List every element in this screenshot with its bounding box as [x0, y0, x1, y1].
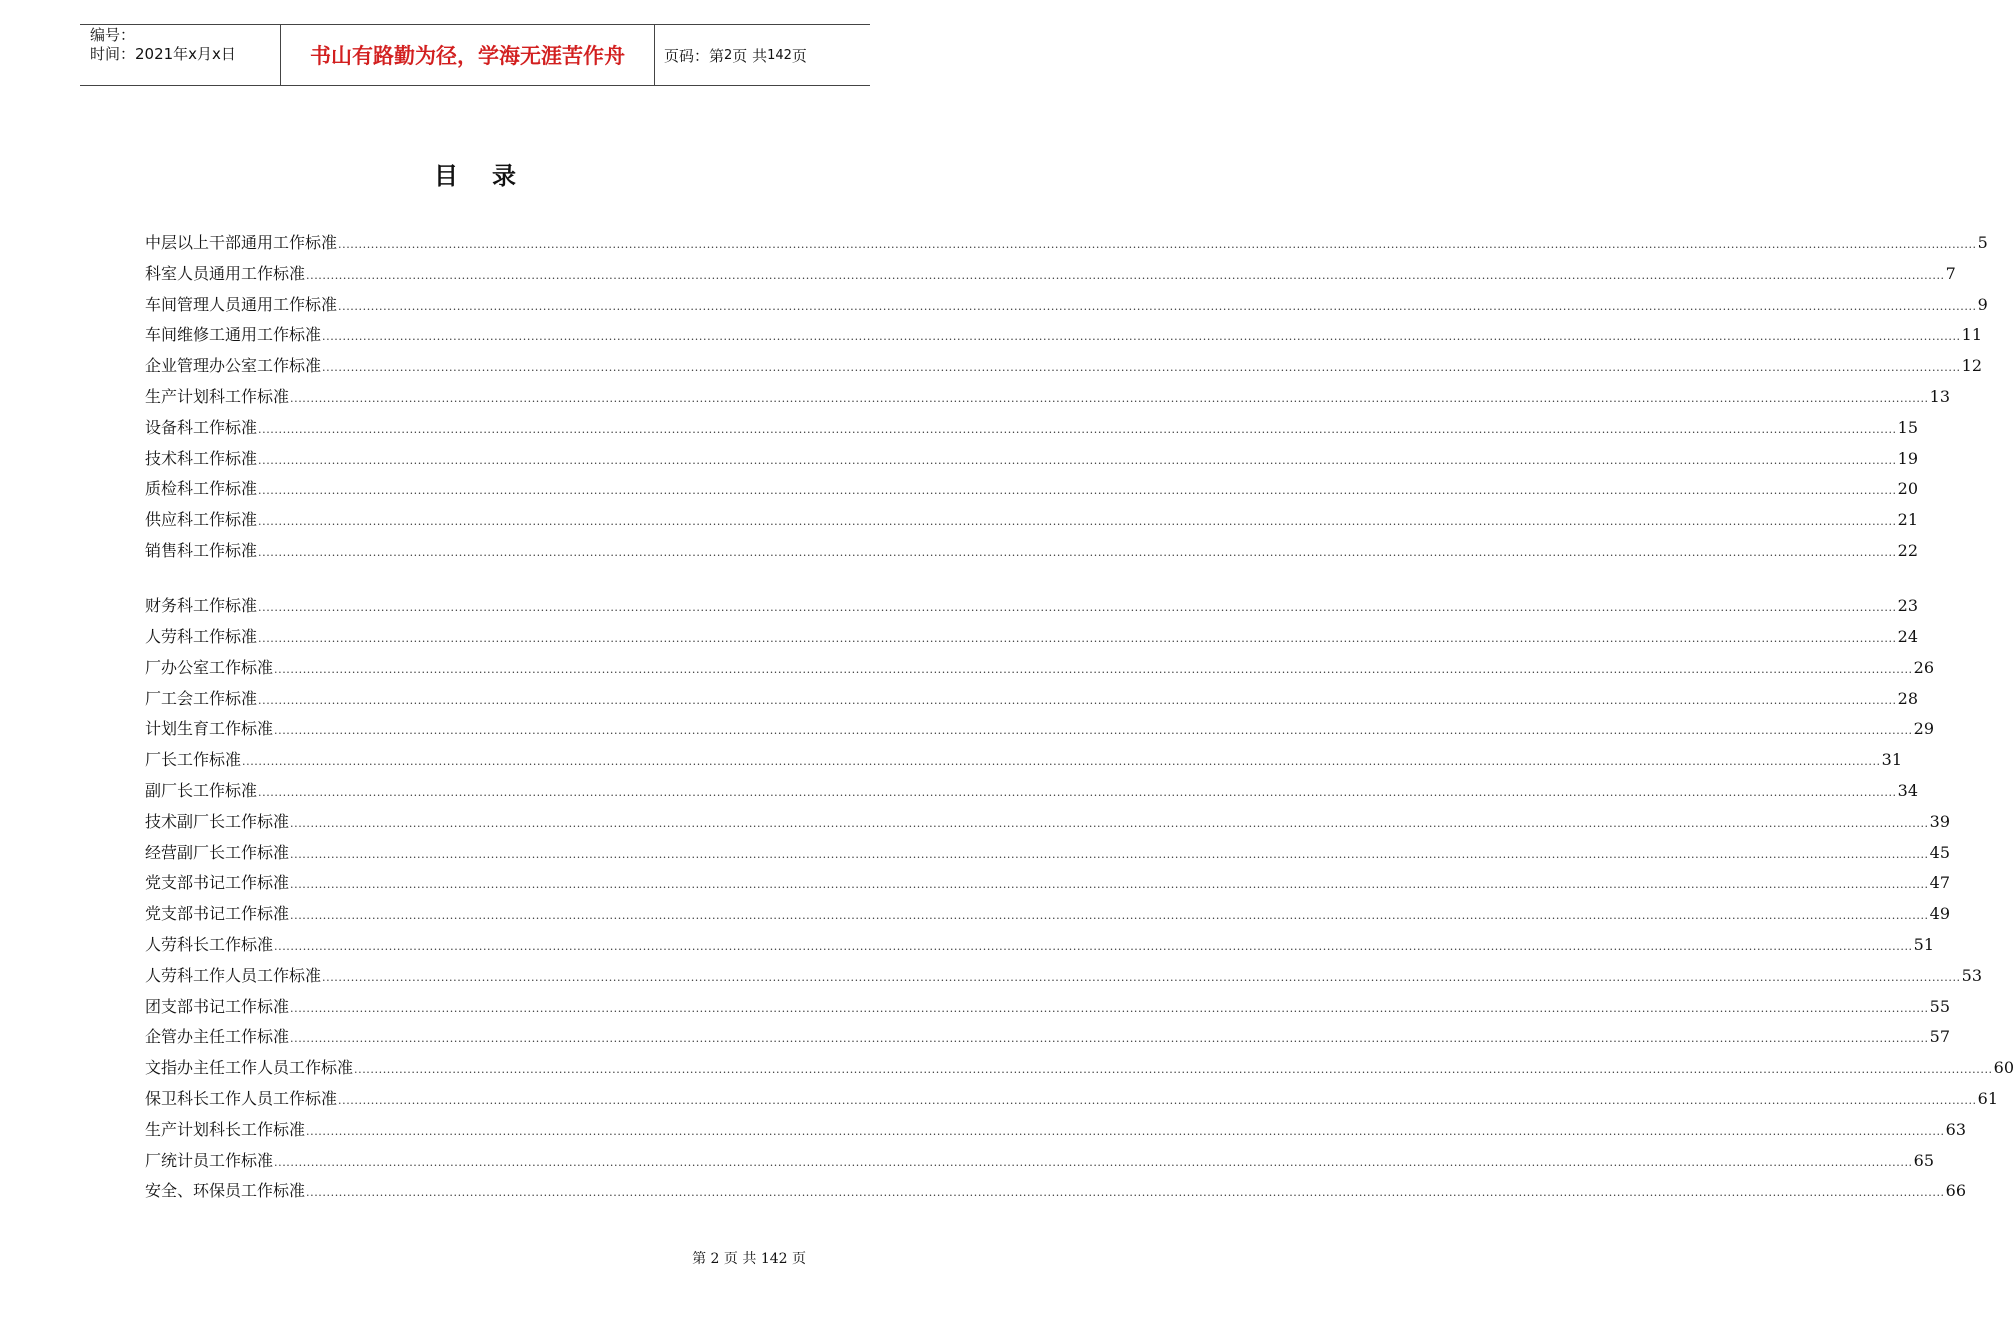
- toc-leader-dots: ................................................................................................................................................................................................................................................................................................................................................................................................................: [290, 847, 1929, 861]
- toc-entry-label: 副厂长工作标准: [145, 781, 258, 801]
- toc-entry-page: 23: [1897, 596, 1919, 616]
- header-page-prefix: 页码：第: [664, 46, 725, 65]
- toc-entry-page: 7: [1945, 263, 1956, 283]
- toc-entry-label: 文指办主任工作人员工作标准: [145, 1058, 354, 1078]
- toc-entry-label: 计划生育工作标准: [145, 719, 274, 739]
- toc-entry[interactable]: [145, 992, 1951, 1023]
- toc-entry-label: 厂统计员工作标准: [145, 1150, 274, 1170]
- toc-entry-page: 22: [1897, 540, 1919, 560]
- toc-entry-label: 人劳科长工作标准: [145, 935, 274, 955]
- toc-entry-page: 19: [1897, 448, 1919, 468]
- toc-entry-page: 28: [1897, 688, 1919, 708]
- toc-entry-label: 保卫科长工作人员工作标准: [145, 1089, 338, 1109]
- toc-entry-page: 13: [1929, 386, 1951, 406]
- toc-entry-page: 5: [1977, 233, 1988, 252]
- toc-entry-label: 供应科工作标准: [145, 510, 258, 530]
- toc-entry-label: 中层以上干部通用工作标准: [145, 233, 338, 252]
- toc-entry[interactable]: [145, 444, 1919, 475]
- page-footer: 第 2 页 共 142 页: [692, 1251, 806, 1267]
- toc-entry-page: 45: [1929, 842, 1951, 862]
- toc-leader-dots: ................................................................................................................................................................................................................................................................................................................................................................................................................: [290, 1001, 1929, 1015]
- toc-entry-label: 生产计划科长工作标准: [145, 1119, 306, 1139]
- toc-entry-label: 企业管理办公室工作标准: [145, 356, 322, 376]
- toc-leader-dots: ................................................................................................................................................................................................................................................................................................................................................................................................................: [322, 330, 1961, 344]
- toc-entry[interactable]: [145, 961, 1983, 992]
- toc-leader-dots: ................................................................................................................................................................................................................................................................................................................................................................................................................: [258, 545, 1897, 559]
- toc-leader-dots: ................................................................................................................................................................................................................................................................................................................................................................................................................: [338, 299, 1977, 313]
- table-of-contents: [145, 228, 2014, 1207]
- toc-leader-dots: ................................................................................................................................................................................................................................................................................................................................................................................................................: [290, 816, 1929, 830]
- toc-entry-label: 技术科工作标准: [145, 448, 258, 468]
- toc-entry[interactable]: [145, 745, 1903, 776]
- toc-entry[interactable]: [145, 591, 1919, 622]
- toc-leader-dots: ................................................................................................................................................................................................................................................................................................................................................................................................................: [274, 940, 1913, 954]
- toc-entry[interactable]: [145, 413, 1919, 444]
- header-meta: [80, 25, 281, 85]
- toc-leader-dots: ................................................................................................................................................................................................................................................................................................................................................................................................................: [290, 391, 1929, 405]
- toc-entry[interactable]: [145, 622, 1919, 653]
- toc-leader-dots: ................................................................................................................................................................................................................................................................................................................................................................................................................: [274, 662, 1913, 676]
- header-number-label: 编号：: [90, 26, 136, 44]
- toc-entry-page: 26: [1913, 657, 1935, 677]
- toc-entry-page: 60: [1993, 1058, 2014, 1078]
- toc-entry-label: 人劳科工作人员工作标准: [145, 965, 322, 985]
- toc-leader-dots: ................................................................................................................................................................................................................................................................................................................................................................................................................: [258, 422, 1897, 436]
- toc-entry-label: 团支部书记工作标准: [145, 996, 290, 1016]
- toc-entry-page: 65: [1913, 1150, 1935, 1170]
- toc-entry-label: 设备科工作标准: [145, 417, 258, 437]
- toc-leader-dots: ................................................................................................................................................................................................................................................................................................................................................................................................................: [258, 632, 1897, 646]
- toc-entry[interactable]: [145, 290, 1988, 321]
- toc-entry[interactable]: [145, 351, 1983, 382]
- toc-entry-page: 51: [1913, 935, 1935, 955]
- toc-leader-dots: ................................................................................................................................................................................................................................................................................................................................................................................................................: [290, 878, 1929, 892]
- toc-entry-page: 34: [1897, 781, 1919, 801]
- toc-leader-dots: ................................................................................................................................................................................................................................................................................................................................................................................................................: [258, 786, 1897, 800]
- toc-entry-label: 安全、环保员工作标准: [145, 1181, 306, 1201]
- toc-entry-page: 63: [1945, 1119, 1967, 1139]
- toc-leader-dots: ................................................................................................................................................................................................................................................................................................................................................................................................................: [306, 1124, 1945, 1138]
- toc-leader-dots: ................................................................................................................................................................................................................................................................................................................................................................................................................: [322, 361, 1961, 375]
- toc-entry-page: 47: [1929, 873, 1951, 893]
- toc-entry[interactable]: [145, 1146, 1935, 1177]
- toc-leader-dots: ................................................................................................................................................................................................................................................................................................................................................................................................................: [242, 755, 1881, 769]
- toc-leader-dots: ................................................................................................................................................................................................................................................................................................................................................................................................................: [338, 1094, 1977, 1108]
- toc-entry-label: 技术副厂长工作标准: [145, 811, 290, 831]
- toc-entry[interactable]: [145, 382, 1951, 413]
- toc-entry[interactable]: [145, 899, 1951, 930]
- toc-entry-page: 24: [1897, 627, 1919, 647]
- header-page-current: 2: [724, 47, 733, 63]
- toc-entry-label: 销售科工作标准: [145, 540, 258, 560]
- toc-entry[interactable]: [145, 259, 1956, 290]
- toc-entry-page: 21: [1897, 510, 1919, 530]
- toc-entry-label: 车间管理人员通用工作标准: [145, 294, 338, 314]
- toc-entry-page: 15: [1897, 417, 1919, 437]
- toc-entry[interactable]: [145, 838, 1951, 869]
- toc-leader-dots: ................................................................................................................................................................................................................................................................................................................................................................................................................: [354, 1063, 1993, 1077]
- toc-entry-page: 55: [1929, 996, 1951, 1016]
- toc-entry-label: 财务科工作标准: [145, 596, 258, 616]
- toc-entry[interactable]: [145, 684, 1919, 715]
- toc-title: 目录: [434, 162, 550, 190]
- toc-leader-dots: ................................................................................................................................................................................................................................................................................................................................................................................................................: [306, 268, 1945, 282]
- toc-entry[interactable]: [145, 807, 1951, 838]
- toc-leader-dots: ................................................................................................................................................................................................................................................................................................................................................................................................................: [290, 1032, 1929, 1046]
- toc-entry[interactable]: [145, 474, 1919, 505]
- toc-entry[interactable]: [145, 776, 1919, 807]
- toc-entry[interactable]: [145, 1115, 1967, 1146]
- toc-entry-page: 29: [1913, 719, 1935, 739]
- toc-entry-label: 厂长工作标准: [145, 750, 242, 770]
- toc-entry[interactable]: [145, 1022, 1951, 1053]
- header-page-suffix: 页: [791, 46, 807, 65]
- toc-entry[interactable]: [145, 536, 1919, 567]
- toc-entry-label: 生产计划科工作标准: [145, 386, 290, 406]
- toc-entry[interactable]: [145, 1176, 1967, 1207]
- toc-entry-page: 39: [1929, 811, 1951, 831]
- header-page-mid: 页 共: [732, 46, 768, 65]
- toc-entry[interactable]: [145, 320, 1983, 351]
- toc-entry-page: 9: [1977, 294, 1988, 314]
- toc-entry[interactable]: [145, 1084, 1999, 1115]
- toc-leader-dots: ................................................................................................................................................................................................................................................................................................................................................................................................................: [258, 515, 1897, 529]
- toc-entry[interactable]: [145, 505, 1919, 536]
- toc-entry-label: 党支部书记工作标准: [145, 873, 290, 893]
- toc-leader-dots: ................................................................................................................................................................................................................................................................................................................................................................................................................: [274, 1155, 1913, 1169]
- toc-entry[interactable]: [145, 653, 1935, 684]
- header-time-label: 时间：2021年x月x日: [90, 45, 236, 63]
- toc-leader-dots: ................................................................................................................................................................................................................................................................................................................................................................................................................: [258, 601, 1897, 615]
- toc-entry-label: 厂办公室工作标准: [145, 657, 274, 677]
- toc-entry-label: 人劳科工作标准: [145, 627, 258, 647]
- toc-leader-dots: ................................................................................................................................................................................................................................................................................................................................................................................................................: [258, 693, 1897, 707]
- toc-entry-page: 49: [1929, 904, 1951, 924]
- toc-entry-label: 质检科工作标准: [145, 479, 258, 499]
- toc-leader-dots: ................................................................................................................................................................................................................................................................................................................................................................................................................: [274, 724, 1913, 738]
- toc-entry-label: 企管办主任工作标准: [145, 1027, 290, 1047]
- toc-entry-page: 66: [1945, 1181, 1967, 1201]
- toc-entry-page: 11: [1961, 325, 1983, 345]
- toc-entry[interactable]: [145, 1053, 2014, 1084]
- toc-leader-dots: ................................................................................................................................................................................................................................................................................................................................................................................................................: [338, 238, 1977, 251]
- toc-leader-dots: ................................................................................................................................................................................................................................................................................................................................................................................................................: [258, 484, 1897, 498]
- toc-entry-label: 车间维修工通用工作标准: [145, 325, 322, 345]
- toc-entry-page: 57: [1929, 1027, 1951, 1047]
- toc-entry-label: 经营副厂长工作标准: [145, 842, 290, 862]
- toc-leader-dots: ................................................................................................................................................................................................................................................................................................................................................................................................................: [290, 909, 1929, 923]
- header-page-total: 142: [767, 47, 792, 63]
- header-page-info: [655, 25, 870, 85]
- toc-entry-page: 61: [1977, 1089, 1999, 1109]
- toc-leader-dots: ................................................................................................................................................................................................................................................................................................................................................................................................................: [258, 453, 1897, 467]
- toc-entry[interactable]: [145, 868, 1951, 899]
- toc-leader-dots: ................................................................................................................................................................................................................................................................................................................................................................................................................: [322, 970, 1961, 984]
- toc-entry-page: 20: [1897, 479, 1919, 499]
- toc-entry-label: 科室人员通用工作标准: [145, 263, 306, 283]
- toc-entry-label: 厂工会工作标准: [145, 688, 258, 708]
- toc-entry-page: 53: [1961, 965, 1983, 985]
- toc-entry[interactable]: [145, 714, 1935, 745]
- toc-leader-dots: ................................................................................................................................................................................................................................................................................................................................................................................................................: [306, 1186, 1945, 1200]
- header-slogan: 书山有路勤为径，学海无涯苦作舟: [281, 25, 655, 85]
- toc-entry-page: 31: [1881, 750, 1903, 770]
- toc-entry-label: 党支部书记工作标准: [145, 904, 290, 924]
- toc-entry-page: 12: [1961, 356, 1983, 376]
- toc-entry[interactable]: [145, 930, 1935, 961]
- toc-entry[interactable]: [145, 228, 1988, 259]
- page-header: [80, 24, 870, 86]
